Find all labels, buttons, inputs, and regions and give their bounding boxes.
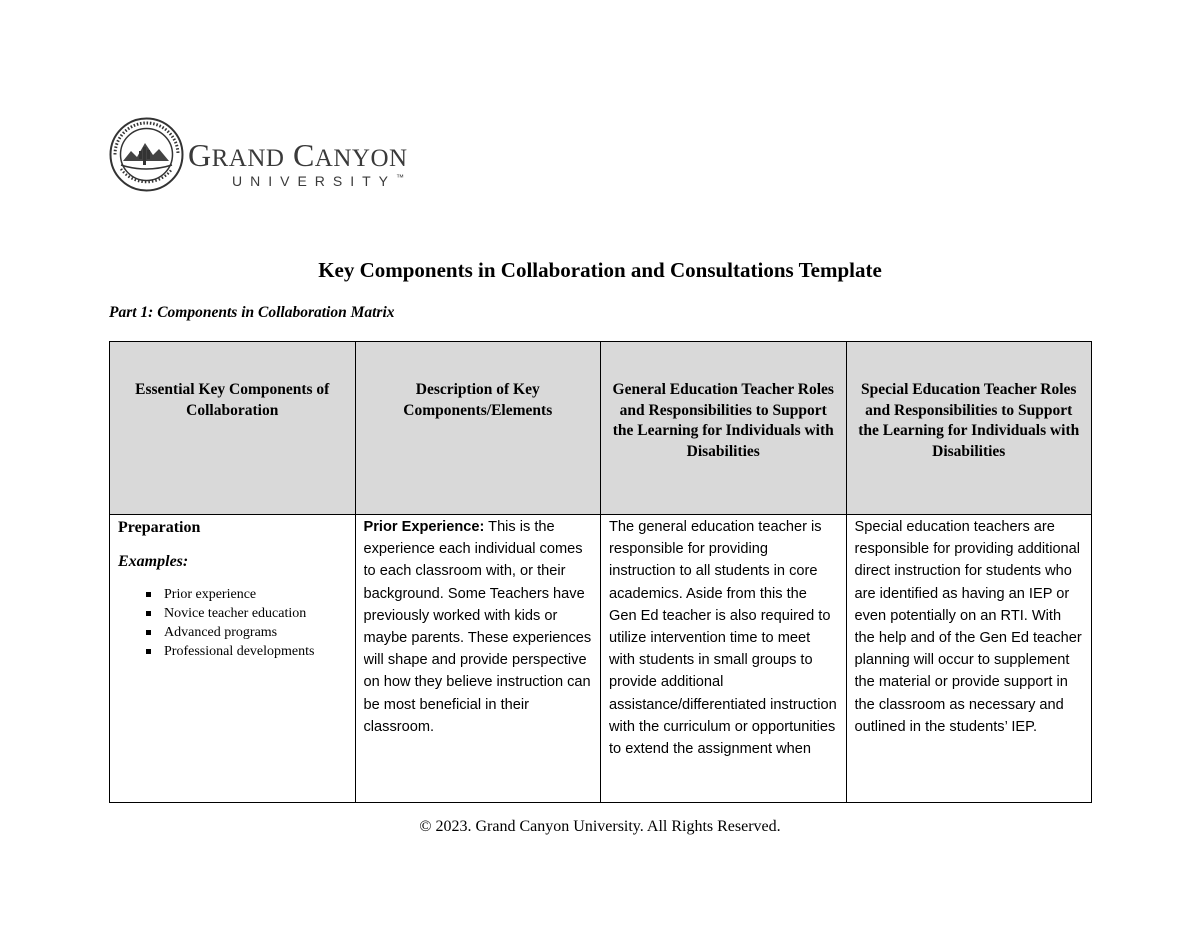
gen-ed-text: The general education teacher is responsible for providing instruction to all students in core academics. Aside from this the Gen Ed teacher is also required to utilize intervention time to meet with students in small groups to provide additional assistance/differentiated instruction with the curriculum or opportunities to extend the assignment when	[609, 519, 837, 758]
table-header-row	[110, 342, 1092, 515]
header-essential-components: Essential Key Components of Collaboration	[110, 342, 356, 515]
cell-gen-ed	[601, 515, 847, 803]
component-name: Preparation	[118, 519, 201, 536]
university-logo	[109, 117, 439, 195]
description-lead: Prior Experience:	[363, 519, 485, 535]
cell-sped	[846, 515, 1092, 803]
logo-wordmark: GRAND CANYON	[188, 137, 408, 173]
page-title: Key Components in Collaboration and Consultations Template	[318, 258, 882, 282]
sped-text: Special education teachers are responsible for providing additional direct instruction for students who are identified as having an IEP or even potentially on an RTI. With the help and of the Gen Ed teacher planning will occur to supplement the material or provide support in the classroom as necessary and outlined in the students’ IEP.	[854, 519, 1082, 735]
description-body: This is the experience each individual comes to each classroom with, or their background. Some Teachers have previously worked with kids or maybe parents. These experiences will shape and provide perspective on how they believe instruction can be most beneficial in their classroom.	[363, 519, 592, 735]
list-item: Professional developments	[164, 642, 347, 661]
header-sped-roles: Special Education Teacher Roles and Responsibilities to Support the Learning for Individuals with Disabilities	[846, 342, 1092, 515]
header-gen-ed-roles: General Education Teacher Roles and Responsibilities to Support the Learning for Individuals with Disabilities	[601, 342, 847, 515]
list-item: Prior experience	[164, 585, 347, 604]
cell-description	[355, 515, 601, 803]
collaboration-matrix-table	[109, 341, 1092, 803]
trademark-mark: ™	[396, 173, 405, 182]
university-seal-icon	[109, 117, 184, 192]
cell-component	[110, 515, 356, 803]
header-description: Description of Key Components/Elements	[355, 342, 601, 515]
description-text	[364, 516, 593, 802]
logo-subtitle: UNIVERSITY™	[232, 173, 405, 189]
copyright-footer: © 2023. Grand Canyon University. All Rights Reserved.	[419, 818, 781, 835]
part-heading: Part 1: Components in Collaboration Matrix	[109, 304, 395, 321]
examples-list	[118, 585, 347, 661]
list-item: Novice teacher education	[164, 604, 347, 623]
list-item: Advanced programs	[164, 623, 347, 642]
examples-label: Examples:	[118, 553, 189, 570]
table-row	[110, 515, 1092, 803]
